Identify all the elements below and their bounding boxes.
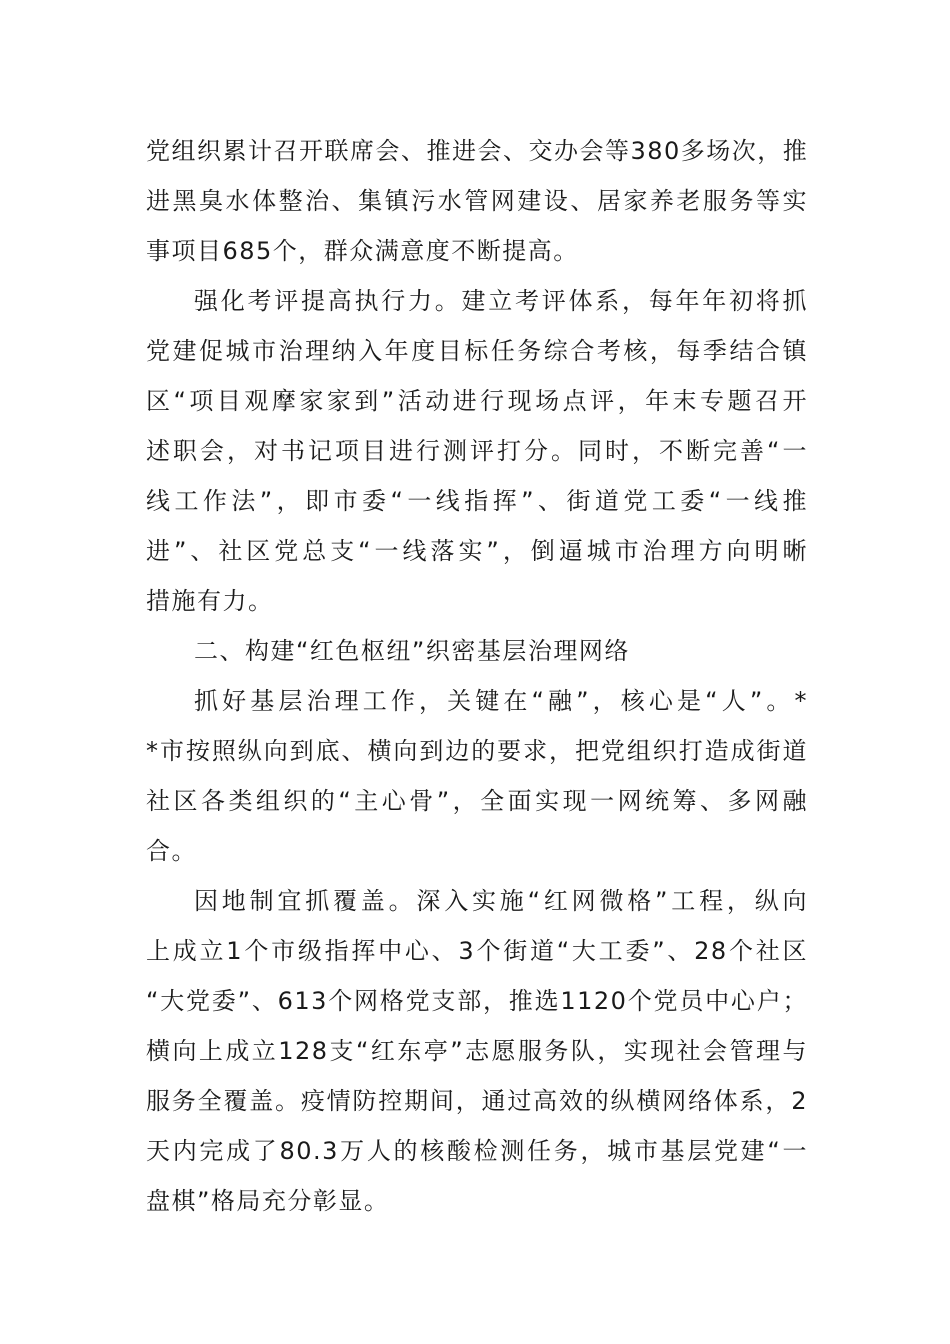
section-heading <box>146 626 808 676</box>
paragraph-2 <box>146 276 808 626</box>
heading-text: 二、构建“红色枢纽”织密基层治理网络 <box>194 637 630 665</box>
text-line: 党建促城市治理纳入年度目标任务综合考核，每季结合镇 <box>146 337 808 365</box>
text-line: 强化考评提高执行力。建立考评体系，每年年初将抓 <box>194 287 808 315</box>
text-line: 合。 <box>146 837 197 865</box>
text-line: 因地制宜抓覆盖。深入实施“红网微格”工程，纵向 <box>194 887 808 915</box>
text-line: 线工作法”，即市委“一线指挥”、街道党工委“一线推 <box>146 487 808 515</box>
text-line: 横向上成立128支“红东亭”志愿服务队，实现社会管理与 <box>146 1037 808 1065</box>
document-body <box>146 126 808 1226</box>
text-line: 进黑臭水体整治、集镇污水管网建设、居家养老服务等实 <box>146 187 808 215</box>
text-line: 党组织累计召开联席会、推进会、交办会等380多场次，推 <box>146 137 809 165</box>
text-line: 措施有力。 <box>146 587 274 615</box>
text-line: 事项目685个，群众满意度不断提高。 <box>146 237 579 265</box>
text-line: 天内完成了80.3万人的核酸检测任务，城市基层党建“一 <box>146 1137 808 1165</box>
paragraph-4 <box>146 876 808 1226</box>
text-line: “大党委”、613个网格党支部，推选1120个党员中心户； <box>146 987 808 1015</box>
text-line: 抓好基层治理工作，关键在“融”，核心是“人”。* <box>194 687 808 715</box>
text-line: 进”、社区党总支“一线落实”，倒逼城市治理方向明晰 <box>146 537 808 565</box>
paragraph-3 <box>146 676 808 876</box>
text-line: *市按照纵向到底、横向到边的要求，把党组织打造成街道 <box>146 737 808 765</box>
text-line: 上成立1个市级指挥中心、3个街道“大工委”、28个社区 <box>146 937 808 965</box>
text-line: 述职会，对书记项目进行测评打分。同时，不断完善“一 <box>146 437 808 465</box>
text-line: 社区各类组织的“主心骨”，全面实现一网统筹、多网融 <box>146 787 808 815</box>
text-line: 区“项目观摩家家到”活动进行现场点评，年末专题召开 <box>146 387 808 415</box>
text-line: 盘棋”格局充分彰显。 <box>146 1187 390 1215</box>
paragraph-1 <box>146 126 808 276</box>
text-line: 服务全覆盖。疫情防控期间，通过高效的纵横网络体系，2 <box>146 1087 808 1115</box>
